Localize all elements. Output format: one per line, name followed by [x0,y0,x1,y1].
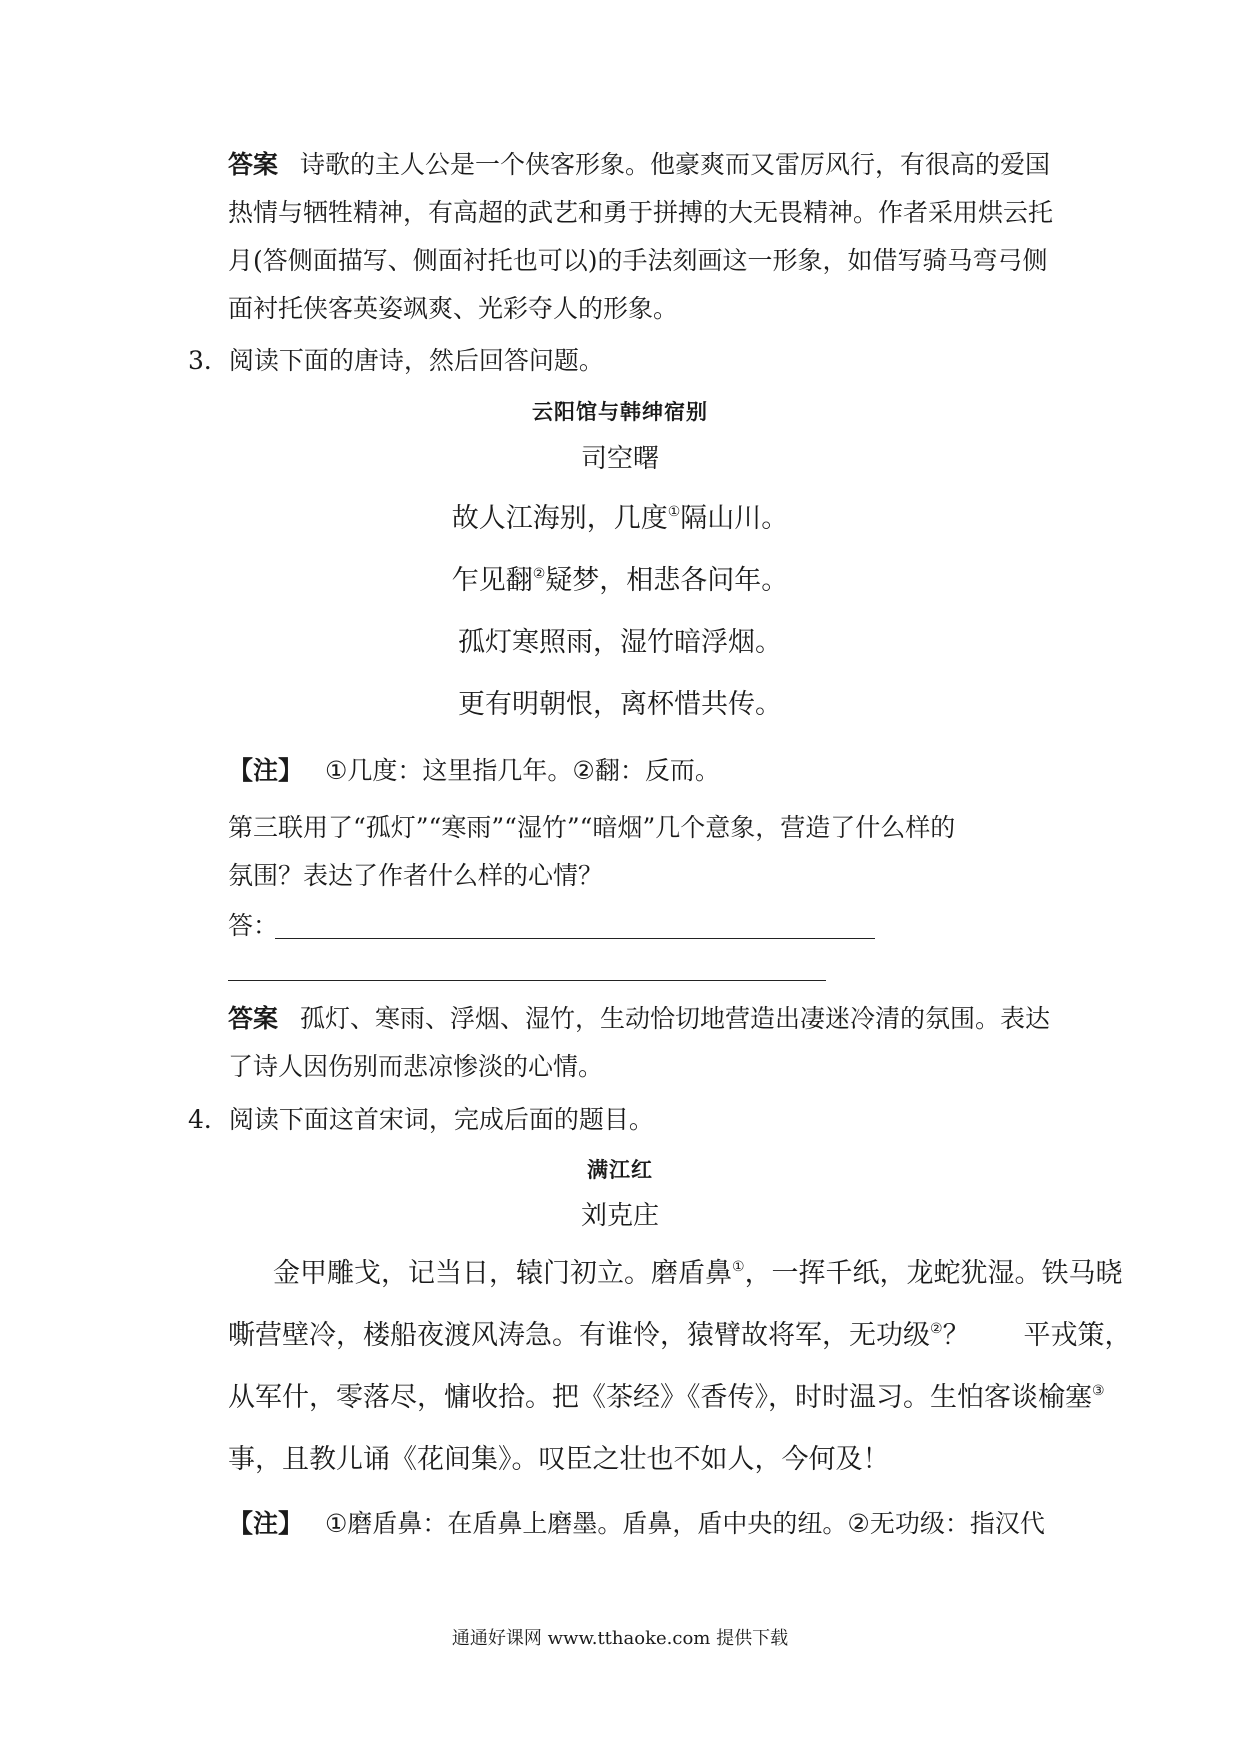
q4-note [228,1509,1045,1539]
answer-text: 诗歌的主人公是一个侠客形象。他豪爽而又雷厉风行，有很高的爱国 [300,150,1051,179]
note-text: ①磨盾鼻：在盾鼻上磨墨。盾鼻，盾中央的纽。②无功级：指汉代 [325,1509,1045,1538]
q3-verse-3: 孤灯寒照雨，湿竹暗浮烟。 [458,627,782,658]
q2-answer-line-2: 热情与牺牲精神，有高超的武艺和勇于拼搏的大无畏精神。作者采用烘云托 [228,198,1054,227]
answer-label: 答案 [228,1004,279,1033]
question-prompt: 阅读下面这首宋词，完成后面的题目。 [228,1105,654,1134]
answer-text: 孤灯、寒雨、浮烟、湿竹，生动恰切地营造出凄迷冷清的氛围。表达 [300,1004,1051,1033]
q3-answer-prompt: 答： [228,911,279,940]
q2-answer-line-1 [228,150,1050,180]
q3-verse-2: 乍见翻②疑梦，相悲各问年。 [451,565,789,596]
footnote-mark: ① [667,504,681,520]
q3-note [228,756,720,786]
q2-answer-line-3: 月(答侧面描写、侧面衬托也可以)的手法刻画这一形象，如借写骑马弯弓侧 [228,246,1048,275]
footnote-mark: ③ [1092,1383,1105,1399]
answer-blank-line-2[interactable] [228,980,826,981]
question-number: 3． [188,346,229,375]
q3-answer-line-1 [228,1004,1050,1034]
q3-answer-line-2: 了诗人因伤别而悲凉惨淡的心情。 [228,1052,604,1081]
q3-poem-title: 云阳馆与韩绅宿别 [532,400,708,424]
q4-ci-line-2: 嘶营壁冷，楼船夜渡风涛急。有谁怜，猿臂故将军，无功级②？ 平戎策， [228,1320,1132,1351]
note-label: 【注】 [228,1509,304,1538]
q4-prompt [188,1105,654,1135]
footnote-mark: ② [532,566,546,582]
q3-question-line-1: 第三联用了“孤灯”“寒雨”“湿竹”“暗烟”几个意象，营造了什么样的 [228,813,956,842]
q3-poem-author: 司空曙 [580,444,659,474]
footnote-mark: ② [930,1321,943,1337]
q4-poem-author: 刘克庄 [580,1201,659,1231]
q3-verse-4: 更有明朝恨，离杯惜共传。 [458,689,782,720]
q4-ci-line-3: 从军什，零落尽，慵收拾。把《茶经》《香传》，时时温习。生怕客谈榆塞③ [228,1382,1105,1413]
note-text: ①几度：这里指几年。②翻：反而。 [325,756,720,785]
q3-question-line-2: 氛围？表达了作者什么样的心情？ [228,861,604,890]
note-label: 【注】 [228,756,304,785]
q3-verse-1: 故人江海别，几度①隔山川。 [451,503,789,534]
q4-ci-line-1: 金甲雕戈，记当日，辕门初立。磨盾鼻①，一挥千纸，龙蛇犹湿。铁马晓 [273,1258,1123,1289]
footnote-mark: ① [732,1259,745,1275]
page-footer: 通通好课网 www.tthaoke.com 提供下载 [451,1628,789,1649]
answer-blank-line-1[interactable] [275,938,875,939]
q2-answer-line-4: 面衬托侠客英姿飒爽、光彩夺人的形象。 [228,294,679,323]
q4-ci-line-4: 事，且教儿诵《花间集》。叹臣之壮也不如人，今何及！ [228,1444,890,1475]
q3-prompt [188,346,604,376]
q4-poem-title: 满江红 [587,1158,653,1182]
question-number: 4． [188,1105,229,1134]
answer-label: 答案 [228,150,279,179]
question-prompt: 阅读下面的唐诗，然后回答问题。 [228,346,604,375]
